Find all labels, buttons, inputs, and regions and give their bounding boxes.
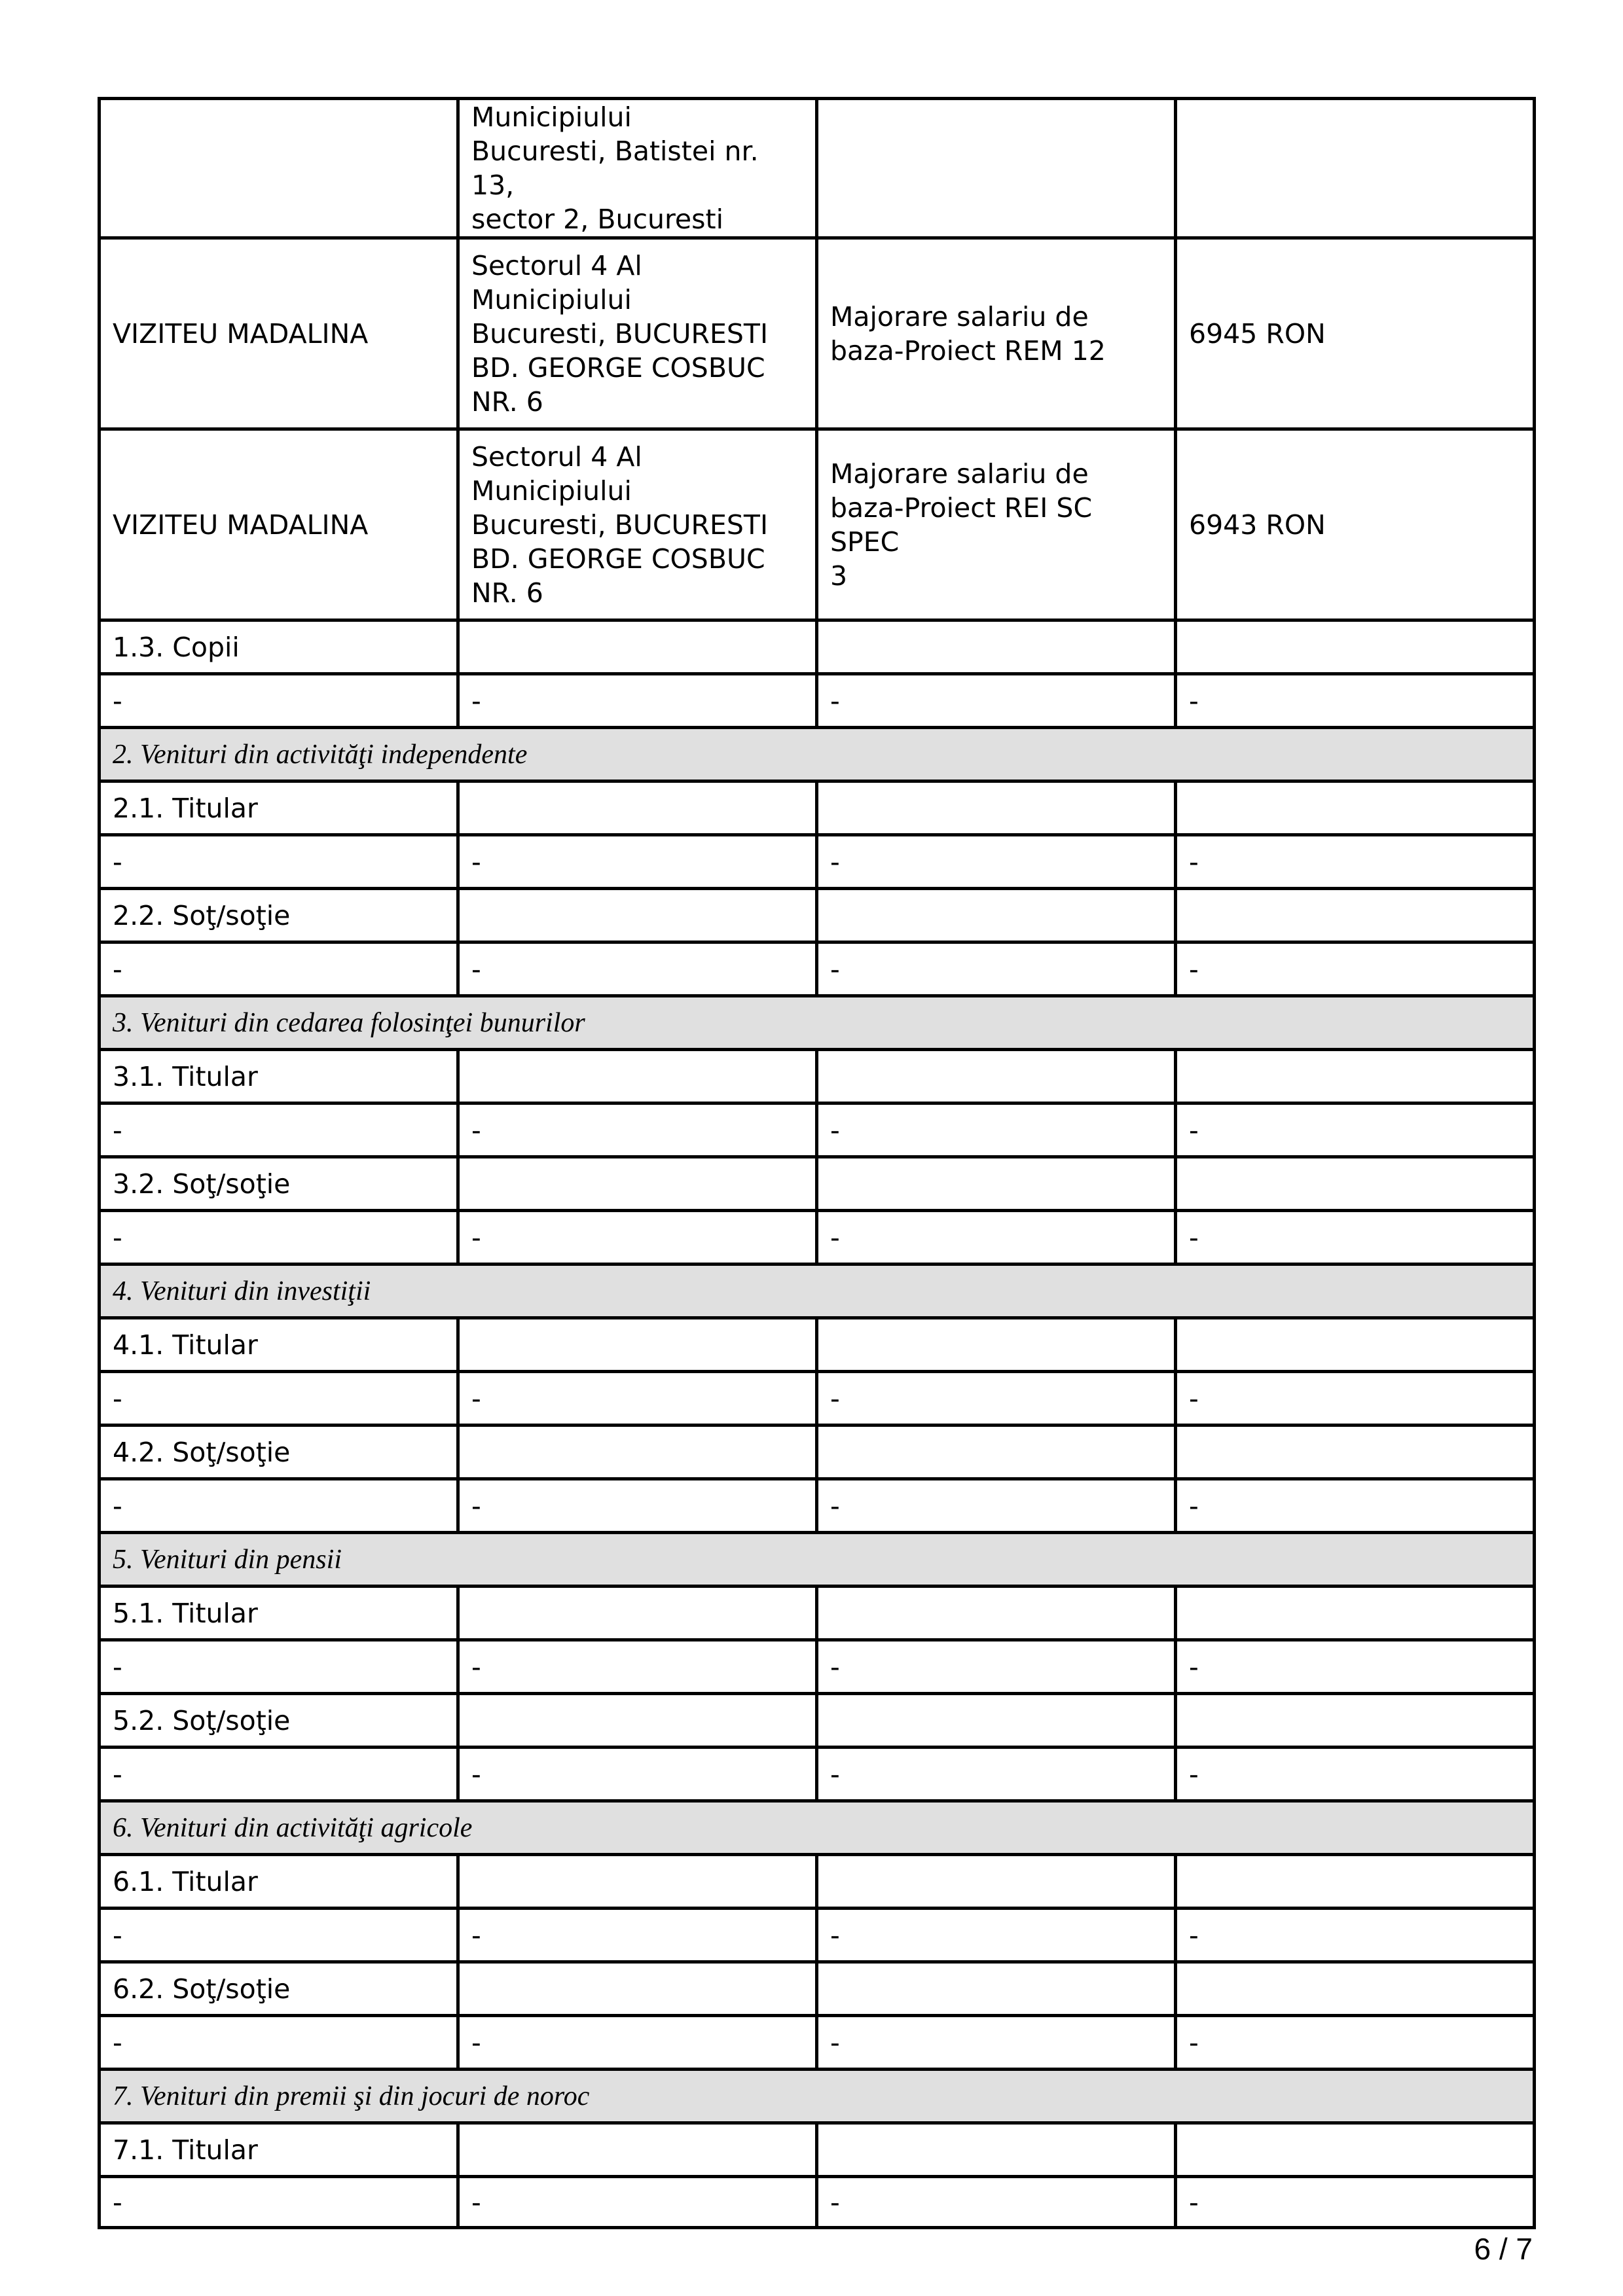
institution-cell bbox=[458, 889, 817, 942]
amount-cell: - bbox=[1176, 674, 1535, 728]
section-title: 6. Venituri din activităţi agricole bbox=[100, 1801, 1535, 1855]
table-row bbox=[100, 2016, 1535, 2070]
institution-cell: - bbox=[458, 1372, 817, 1426]
table-row bbox=[100, 1318, 1535, 1372]
amount-cell: - bbox=[1176, 1640, 1535, 1694]
source-cell bbox=[817, 1855, 1176, 1909]
institution-cell bbox=[458, 1694, 817, 1748]
name-cell: 7.1. Titular bbox=[100, 2123, 458, 2177]
institution-cell: - bbox=[458, 2177, 817, 2228]
table-row bbox=[100, 835, 1535, 889]
amount-cell bbox=[1176, 1157, 1535, 1211]
amount-cell bbox=[1176, 781, 1535, 835]
section-header-row bbox=[100, 996, 1535, 1050]
table-row bbox=[100, 1962, 1535, 2016]
section-title: 7. Venituri din premii şi din jocuri de noroc bbox=[100, 2070, 1535, 2123]
table-row bbox=[100, 1211, 1535, 1265]
name-cell: 6.2. Soţ/soţie bbox=[100, 1962, 458, 2016]
section-header-row bbox=[100, 1265, 1535, 1318]
institution-cell bbox=[458, 1426, 817, 1479]
name-cell: 4.1. Titular bbox=[100, 1318, 458, 1372]
source-cell bbox=[817, 1694, 1176, 1748]
amount-cell: - bbox=[1176, 942, 1535, 996]
table-row bbox=[100, 1479, 1535, 1533]
source-cell: - bbox=[817, 2016, 1176, 2070]
name-cell: 3.1. Titular bbox=[100, 1050, 458, 1103]
name-cell: - bbox=[100, 942, 458, 996]
amount-cell bbox=[1176, 1587, 1535, 1640]
source-cell: Majorare salariu de baza-Proiect REM 12 bbox=[817, 238, 1176, 429]
name-cell: - bbox=[100, 1372, 458, 1426]
name-cell: 4.2. Soţ/soţie bbox=[100, 1426, 458, 1479]
table-row bbox=[100, 1640, 1535, 1694]
name-cell: 2.1. Titular bbox=[100, 781, 458, 835]
source-cell: - bbox=[817, 1909, 1176, 1962]
section-title: 3. Venituri din cedarea folosinţei bunurilor bbox=[100, 996, 1535, 1050]
table-row bbox=[100, 1157, 1535, 1211]
amount-cell: - bbox=[1176, 2016, 1535, 2070]
section-title: 2. Venituri din activităţi independente bbox=[100, 728, 1535, 781]
section-header-row bbox=[100, 1533, 1535, 1587]
name-cell: - bbox=[100, 1748, 458, 1801]
source-cell bbox=[817, 1050, 1176, 1103]
amount-cell: - bbox=[1176, 1909, 1535, 1962]
name-cell: - bbox=[100, 1103, 458, 1157]
institution-cell bbox=[458, 781, 817, 835]
institution-cell: Municipiului Bucuresti, Batistei nr. 13, sector 2, Bucuresti bbox=[458, 99, 817, 238]
amount-cell bbox=[1176, 889, 1535, 942]
table-row bbox=[100, 1587, 1535, 1640]
amount-cell bbox=[1176, 1426, 1535, 1479]
source-cell bbox=[817, 1426, 1176, 1479]
table-row bbox=[100, 429, 1535, 620]
institution-cell: - bbox=[458, 674, 817, 728]
institution-cell: - bbox=[458, 835, 817, 889]
institution-cell: Sectorul 4 Al Municipiului Bucuresti, BUCURESTI BD. GEORGE COSBUC NR. 6 bbox=[458, 238, 817, 429]
table-row bbox=[100, 99, 1535, 238]
table-row bbox=[100, 1855, 1535, 1909]
source-cell: - bbox=[817, 835, 1176, 889]
source-cell: - bbox=[817, 1372, 1176, 1426]
amount-cell bbox=[1176, 1318, 1535, 1372]
name-cell: 6.1. Titular bbox=[100, 1855, 458, 1909]
source-cell bbox=[817, 889, 1176, 942]
amount-cell: 6945 RON bbox=[1176, 238, 1535, 429]
name-cell: - bbox=[100, 1479, 458, 1533]
amount-cell: - bbox=[1176, 1372, 1535, 1426]
source-cell: - bbox=[817, 2177, 1176, 2228]
table-row bbox=[100, 1050, 1535, 1103]
amount-cell bbox=[1176, 1050, 1535, 1103]
table-row bbox=[100, 889, 1535, 942]
section-header-row bbox=[100, 728, 1535, 781]
institution-cell: - bbox=[458, 1479, 817, 1533]
source-cell bbox=[817, 1587, 1176, 1640]
source-cell bbox=[817, 781, 1176, 835]
table-row bbox=[100, 781, 1535, 835]
amount-cell bbox=[1176, 1855, 1535, 1909]
institution-cell bbox=[458, 1318, 817, 1372]
amount-cell: - bbox=[1176, 1479, 1535, 1533]
institution-cell: Sectorul 4 Al Municipiului Bucuresti, BUCURESTI BD. GEORGE COSBUC NR. 6 bbox=[458, 429, 817, 620]
name-cell: 5.1. Titular bbox=[100, 1587, 458, 1640]
income-table bbox=[98, 97, 1536, 2229]
section-header-row bbox=[100, 2070, 1535, 2123]
source-cell: - bbox=[817, 1211, 1176, 1265]
amount-cell bbox=[1176, 1962, 1535, 2016]
institution-cell: - bbox=[458, 942, 817, 996]
institution-cell: - bbox=[458, 1103, 817, 1157]
name-cell: 5.2. Soţ/soţie bbox=[100, 1694, 458, 1748]
table-row bbox=[100, 1103, 1535, 1157]
source-cell: - bbox=[817, 1748, 1176, 1801]
name-cell: VIZITEU MADALINA bbox=[100, 238, 458, 429]
name-cell: - bbox=[100, 674, 458, 728]
institution-cell bbox=[458, 620, 817, 674]
source-cell: - bbox=[817, 674, 1176, 728]
amount-cell: - bbox=[1176, 1748, 1535, 1801]
table-row bbox=[100, 1748, 1535, 1801]
institution-cell bbox=[458, 1050, 817, 1103]
amount-cell: - bbox=[1176, 835, 1535, 889]
institution-cell: - bbox=[458, 1909, 817, 1962]
source-cell bbox=[817, 1318, 1176, 1372]
name-cell: 3.2. Soţ/soţie bbox=[100, 1157, 458, 1211]
income-table-body bbox=[100, 99, 1535, 2228]
amount-cell: - bbox=[1176, 2177, 1535, 2228]
table-row bbox=[100, 674, 1535, 728]
source-cell: - bbox=[817, 942, 1176, 996]
source-cell: Majorare salariu de baza-Proiect REI SC SPEC 3 bbox=[817, 429, 1176, 620]
institution-cell: - bbox=[458, 1211, 817, 1265]
institution-cell bbox=[458, 1855, 817, 1909]
institution-cell bbox=[458, 1587, 817, 1640]
name-cell: 1.3. Copii bbox=[100, 620, 458, 674]
institution-cell: - bbox=[458, 1748, 817, 1801]
source-cell bbox=[817, 1157, 1176, 1211]
name-cell: - bbox=[100, 1211, 458, 1265]
section-header-row bbox=[100, 1801, 1535, 1855]
amount-cell: - bbox=[1176, 1211, 1535, 1265]
amount-cell bbox=[1176, 1694, 1535, 1748]
table-row bbox=[100, 2123, 1535, 2177]
institution-cell bbox=[458, 1157, 817, 1211]
table-row bbox=[100, 620, 1535, 674]
name-cell: 2.2. Soţ/soţie bbox=[100, 889, 458, 942]
table-row bbox=[100, 1694, 1535, 1748]
amount-cell bbox=[1176, 2123, 1535, 2177]
source-cell: - bbox=[817, 1640, 1176, 1694]
table-row bbox=[100, 238, 1535, 429]
name-cell: - bbox=[100, 835, 458, 889]
institution-cell bbox=[458, 1962, 817, 2016]
amount-cell: - bbox=[1176, 1103, 1535, 1157]
page-number: 6 / 7 bbox=[1474, 2232, 1533, 2266]
institution-cell: - bbox=[458, 1640, 817, 1694]
institution-cell bbox=[458, 2123, 817, 2177]
amount-cell: 6943 RON bbox=[1176, 429, 1535, 620]
source-cell bbox=[817, 1962, 1176, 2016]
name-cell: - bbox=[100, 2016, 458, 2070]
amount-cell bbox=[1176, 99, 1535, 238]
name-cell: - bbox=[100, 1909, 458, 1962]
name-cell bbox=[100, 99, 458, 238]
source-cell bbox=[817, 99, 1176, 238]
name-cell: VIZITEU MADALINA bbox=[100, 429, 458, 620]
source-cell: - bbox=[817, 1479, 1176, 1533]
institution-cell: - bbox=[458, 2016, 817, 2070]
source-cell bbox=[817, 620, 1176, 674]
amount-cell bbox=[1176, 620, 1535, 674]
name-cell: - bbox=[100, 1640, 458, 1694]
section-title: 4. Venituri din investiţii bbox=[100, 1265, 1535, 1318]
source-cell: - bbox=[817, 1103, 1176, 1157]
source-cell bbox=[817, 2123, 1176, 2177]
table-row bbox=[100, 2177, 1535, 2228]
table-row bbox=[100, 942, 1535, 996]
section-title: 5. Venituri din pensii bbox=[100, 1533, 1535, 1587]
name-cell: - bbox=[100, 2177, 458, 2228]
table-row bbox=[100, 1909, 1535, 1962]
table-row bbox=[100, 1372, 1535, 1426]
table-row bbox=[100, 1426, 1535, 1479]
